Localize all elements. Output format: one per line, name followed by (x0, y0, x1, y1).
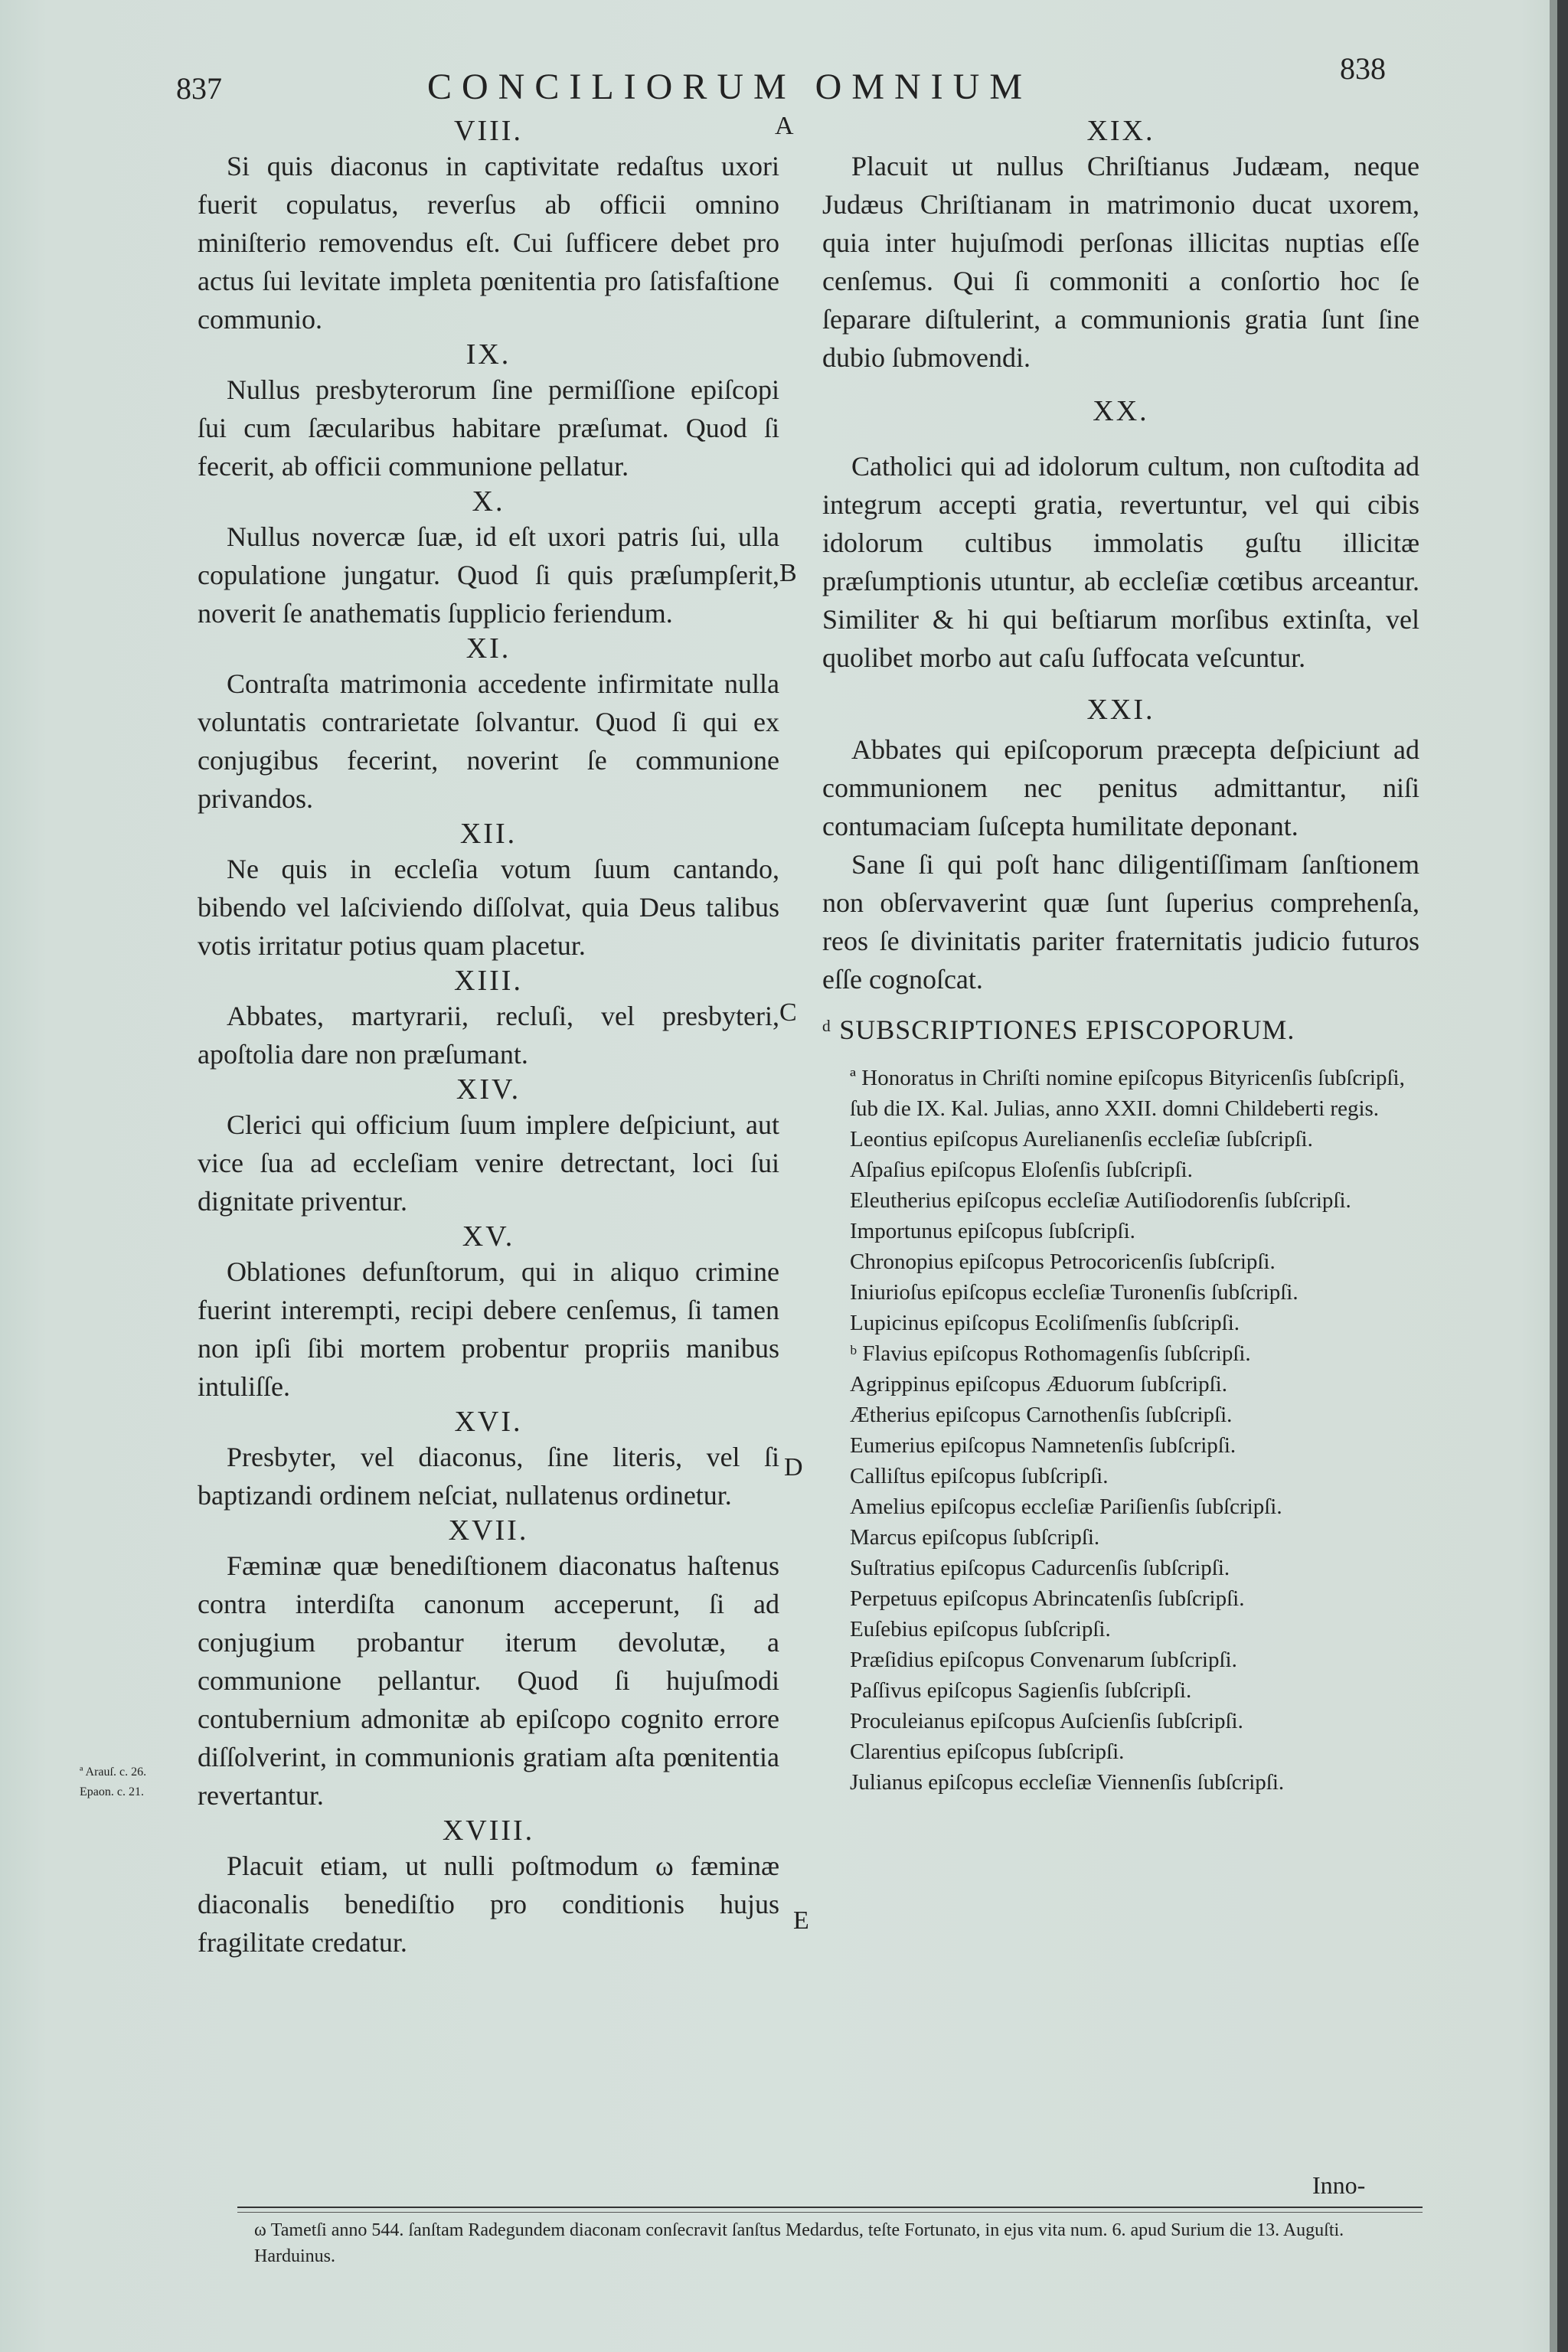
canon-text: Si quis diaconus in captivitate redaſtus uxori fuerit copulatus, reverſus ab officii omnino miniſterio removendus eſt. Cui ſufficere debet pro actus ſui levitate impleta pœnitentia pro ſatisfaſtione communio. (198, 151, 779, 335)
catchword: Inno- (1312, 2171, 1366, 2199)
page-edge (1557, 0, 1568, 2352)
subscription-entry: Ætherius epiſcopus Carnothenſis ſubſcripſi. (850, 1403, 1233, 1427)
canon-heading: XV. (462, 1220, 515, 1253)
margin-note-line: Epaon. c. 21. (80, 1785, 144, 1798)
margin-letter-b: B (779, 559, 797, 587)
subscription-entry: Clarentius epiſcopus ſubſcripſi. (850, 1740, 1125, 1764)
canon-18 (198, 1815, 779, 1962)
subscription-entry: Marcus epiſcopus ſubſcripſi. (850, 1525, 1100, 1550)
canon-heading: IX. (466, 338, 511, 371)
margin-letter-e: E (793, 1906, 809, 1935)
subscription-entry: Julianus epiſcopus eccleſiæ Viennenſis ſubſcripſi. (850, 1770, 1285, 1795)
canon-text: Abbates qui epiſcoporum præcepta deſpiciunt ad communionem nec penitus admittantur, niſi contumaciam ſuſcepta humilitate deponant. (822, 734, 1419, 841)
canon-19 (822, 115, 1419, 377)
canon-heading: XX. (1093, 395, 1149, 427)
canon-heading: XII. (459, 818, 518, 850)
subscription-entry: Perpetuus epiſcopus Abrincatenſis ſubſcripſi. (850, 1586, 1245, 1611)
subscription-entry: Suſtratius epiſcopus Cadurcenſis ſubſcripſi. (850, 1556, 1230, 1580)
footnote: ω Tametſi anno 544. ſanſtam Radegundem diaconam conſecravit ſanſtus Medardus, teſte Fortunato, in ejus vita num. 6. apud Surium die 13. Auguſti. Harduinus. (254, 2220, 1344, 2266)
canon-text: Catholici qui ad idolorum cultum, non cuſtodita ad integrum accepti gratia, revertuntur, vel qui cibis idolorum cultibus immolatis guſtu illicitæ præſumptionis utuntur, ab eccleſiæ cœtibus arceantur. Similiter & hi qui beſtiarum morſibus extinſta, vel quolibet morbo aut caſu ſuffocata veſcuntur. (822, 451, 1419, 673)
canon-heading: VIII. (454, 115, 523, 147)
canon-15 (198, 1220, 779, 1406)
canon-text: Clerici qui officium ſuum implere deſpiciunt, aut vice ſua ad eccleſiam venire detrectant, loci ſui dignitate priventur. (198, 1109, 779, 1217)
subscription-entry: Agrippinus epiſcopus Æduorum ſubſcripſi. (850, 1372, 1227, 1396)
canon-16 (198, 1406, 779, 1514)
subscription-entry: Iniurioſus epiſcopus eccleſiæ Turonenſis ſubſcripſi. (850, 1280, 1298, 1305)
page-number-right: 838 (1340, 51, 1386, 86)
page-number-left: 837 (176, 71, 222, 106)
canon-heading: X. (472, 485, 505, 518)
canon-text: Contraſta matrimonia accedente infirmitate nulla voluntatis contrarietate ſolvantur. Quod ſi qui ex conjugibus fecerint, noverint ſe communione privandos. (198, 668, 779, 814)
canon-heading: XI. (466, 632, 511, 665)
right-column (822, 115, 1419, 1798)
canon-heading: XVIII. (442, 1815, 535, 1847)
subscription-entry: Proculeianus epiſcopus Auſcienſis ſubſcripſi. (850, 1709, 1243, 1733)
subscription-entry: Lupicinus epiſcopus Ecoliſmenſis ſubſcripſi. (850, 1311, 1240, 1335)
canon-text: Nullus novercæ ſuæ, id eſt uxori patris ſui, ulla copulatione jungatur. Quod ſi quis præſumpſerit, noverit ſe anathematis ſupplicio feriendum. (198, 521, 779, 629)
canon-heading: XVII. (448, 1514, 529, 1547)
subscription-entry: Amelius epiſcopus eccleſiæ Pariſienſis ſubſcripſi. (850, 1494, 1282, 1519)
canon-text: Placuit etiam, ut nulli poſtmodum ω fæminæ diaconalis benediſtio pro conditionis hujus fragilitate credatur. (198, 1851, 779, 1958)
subscription-entry: Chronopius epiſcopus Petrocoricenſis ſubſcripſi. (850, 1250, 1276, 1274)
margin-letter-c: C (779, 998, 797, 1027)
margin-letter-d: D (784, 1453, 803, 1481)
canon-text: Placuit ut nullus Chriſtianus Judæam, neque Judæus Chriſtianam in matrimonio ducat uxorem, quia inter hujuſmodi perſonas illicitas nuptias eſſe cenſemus. Qui ſi commoniti a conſortio hoc ſe ſeparare diſtulerint, a communionis gratia ſunt ſine dubio ſubmovendi. (822, 151, 1419, 373)
canon-10 (198, 485, 779, 632)
canon-text: Ne quis in eccleſia votum ſuum cantando, bibendo vel laſciviendo diſſolvat, quia Deus talibus votis irritatur potius quam placetur. (198, 854, 779, 961)
subscription-entry: Calliſtus epiſcopus ſubſcripſi. (850, 1464, 1109, 1488)
canon-21 (822, 694, 1419, 998)
subscription-entry: Paſſivus epiſcopus Sagienſis ſubſcripſi. (850, 1678, 1192, 1703)
canon-20 (822, 395, 1419, 677)
canon-text: Presbyter, vel diaconus, ſine literis, vel ſi baptizandi ordinem neſciat, nullatenus ordinetur. (198, 1442, 779, 1511)
canon-9 (198, 338, 779, 485)
subscriptions-list (822, 1063, 1419, 1798)
subscription-entry: ª Honoratus in Chriſti nomine epiſcopus Bityricenſis ſubſcripſi, ſub die IX. Kal. Julias, anno XXII. domni Childeberti regis. (850, 1066, 1405, 1121)
subscription-entry: Præſidius epiſcopus Convenarum ſubſcripſi. (850, 1648, 1237, 1672)
margin-letter-a: A (775, 112, 794, 140)
canon-12 (198, 818, 779, 965)
canon-text: Abbates, martyrarii, recluſi, vel presbyteri, apoſtolia dare non præſumant. (198, 1001, 779, 1070)
subscription-entry: Aſpaſius epiſcopus Eloſenſis ſubſcripſi. (850, 1158, 1193, 1182)
canon-text: Fæminæ quæ benediſtionem diaconatus haſtenus contra interdiſta canonum acceperunt, ſi ad conjugium probantur iterum devolutæ, a communione pellantur. Quod ſi hujuſmodi contubernium admonitæ ab epiſcopo cognito errore diſſolverint, in communionis gratiam aſta pœnitentia revertantur. (198, 1550, 779, 1811)
margin-note (80, 1762, 146, 1802)
canon-text: Oblationes defunſtorum, qui in aliquo crimine fuerint interempti, recipi debere cenſemus, ſi tamen non ipſi ſibi mortem probentur propriis manibus intuliſſe. (198, 1256, 779, 1402)
subscription-entry: Eumerius epiſcopus Namnetenſis ſubſcripſi. (850, 1433, 1236, 1458)
subscriptions-heading: ᵈ SUBSCRIPTIONES EPISCOPORUM. (822, 1014, 1295, 1045)
canon-11 (198, 632, 779, 818)
running-title: CONCILIORUM OMNIUM (427, 67, 1033, 107)
subscriptions (822, 1014, 1419, 1798)
canon-8 (198, 115, 779, 338)
canon-heading: XXI. (1086, 694, 1155, 726)
subscription-entry: Eleutherius epiſcopus eccleſiæ Autiſiodorenſis ſubſcripſi. (850, 1188, 1351, 1213)
left-column (198, 115, 779, 1962)
canon-heading: XIX. (1086, 115, 1155, 147)
canon-text: Nullus presbyterorum ſine permiſſione epiſcopi ſui cum ſæcularibus habitare præſumat. Quod ſi fecerit, ab officii communione pellatur. (198, 374, 779, 482)
canon-13 (198, 965, 779, 1073)
subscription-entry: Euſebius epiſcopus ſubſcripſi. (850, 1617, 1111, 1642)
subscription-entry: Leontius epiſcopus Aurelianenſis eccleſiæ ſubſcripſi. (850, 1127, 1313, 1152)
canon-14 (198, 1073, 779, 1220)
canon-heading: XVI. (454, 1406, 523, 1438)
footnote-rule (237, 2207, 1423, 2208)
footnote-rule-thin (237, 2212, 1423, 2213)
canon-text-continued: Sane ſi qui poſt hanc diligentiſſimam ſanſtionem non obſervaverint quæ ſunt ſuperius comprehenſa, reos ſe divinitatis pariter fraternitatis judicio futuros eſſe cognoſcat. (822, 849, 1419, 995)
page-edge-shadow (1550, 0, 1557, 2352)
canon-17 (198, 1514, 779, 1815)
subscription-entry: Importunus epiſcopus ſubſcripſi. (850, 1219, 1135, 1243)
canon-heading: XIII. (454, 965, 523, 997)
margin-note-line: ª Arauſ. c. 26. (80, 1766, 147, 1779)
subscription-entry: ᵇ Flavius epiſcopus Rothomagenſis ſubſcripſi. (850, 1341, 1251, 1366)
canon-heading: XIV. (456, 1073, 521, 1106)
